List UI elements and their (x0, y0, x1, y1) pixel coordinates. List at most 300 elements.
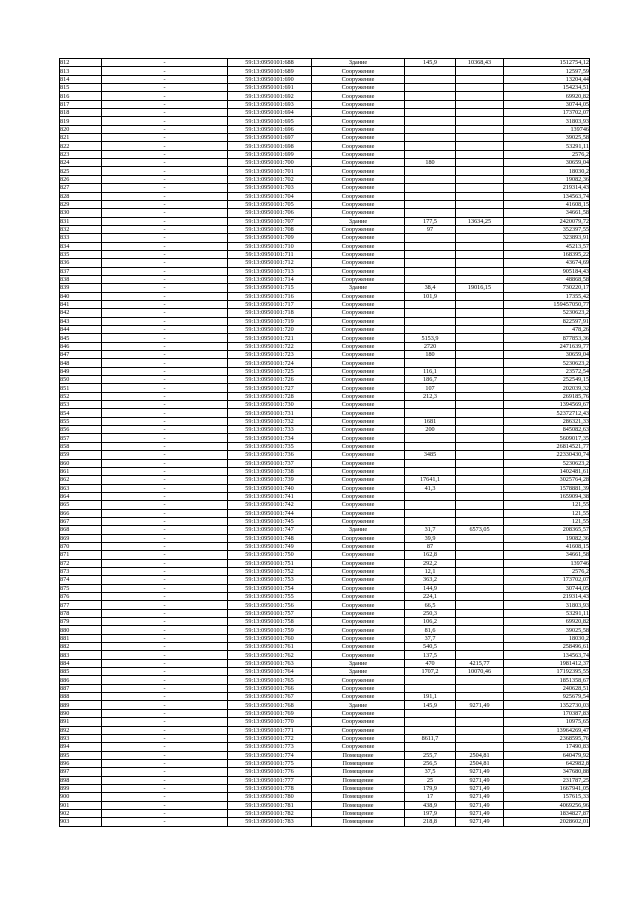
unit-value-cell (456, 167, 504, 175)
cadastral-value-cell: 1352730,03 (504, 701, 590, 709)
placeholder-dash-cell: - (102, 801, 228, 809)
placeholder-dash-cell: - (102, 593, 228, 601)
placeholder-dash-cell: - (102, 467, 228, 475)
placeholder-dash-cell: - (102, 668, 228, 676)
cadastral-value-cell: 219314,43 (504, 593, 590, 601)
unit-value-cell (456, 484, 504, 492)
unit-value-cell (456, 192, 504, 200)
cadastral-value-cell: 1659094,38 (504, 492, 590, 500)
placeholder-dash-cell: - (102, 659, 228, 667)
area-cell (405, 300, 456, 308)
cadastral-value-cell: 5609017,35 (504, 434, 590, 442)
area-cell: 186,7 (405, 376, 456, 384)
area-cell: 177,5 (405, 217, 456, 225)
object-type-cell: Сооружение (312, 334, 405, 342)
placeholder-dash-cell: - (102, 726, 228, 734)
cadastral-number-cell: 59:13:0950101:747 (228, 526, 312, 534)
unit-value-cell (456, 84, 504, 92)
area-cell (405, 718, 456, 726)
object-type-cell: Здание (312, 217, 405, 225)
unit-value-cell (456, 718, 504, 726)
area-cell: 39,9 (405, 534, 456, 542)
object-type-cell: Сооружение (312, 225, 405, 233)
cadastral-value-cell: 13964269,47 (504, 726, 590, 734)
object-type-cell: Помещение (312, 759, 405, 767)
area-cell: 81,6 (405, 626, 456, 634)
cadastral-value-cell: 53291,11 (504, 142, 590, 150)
object-type-cell: Сооружение (312, 259, 405, 267)
cadastral-number-cell: 59:13:0950101:695 (228, 117, 312, 125)
object-type-cell: Сооружение (312, 309, 405, 317)
cadastral-number-cell: 59:13:0950101:707 (228, 217, 312, 225)
cadastral-number-cell: 59:13:0950101:717 (228, 300, 312, 308)
table-row (60, 726, 590, 734)
cadastral-number-cell: 59:13:0950101:715 (228, 284, 312, 292)
area-cell (405, 125, 456, 133)
cadastral-number-cell: 59:13:0950101:780 (228, 793, 312, 801)
area-cell (405, 67, 456, 75)
placeholder-dash-cell: - (102, 701, 228, 709)
object-type-cell: Сооружение (312, 601, 405, 609)
row-number-cell: 819 (60, 117, 102, 125)
cadastral-value-cell: 26814521,77 (504, 442, 590, 450)
table-row (60, 651, 590, 659)
table-row (60, 300, 590, 308)
row-number-cell: 846 (60, 342, 102, 350)
object-type-cell: Сооружение (312, 242, 405, 250)
cadastral-number-cell: 59:13:0950101:781 (228, 801, 312, 809)
unit-value-cell: 9271,49 (456, 784, 504, 792)
object-type-cell: Сооружение (312, 459, 405, 467)
object-type-cell: Сооружение (312, 75, 405, 83)
unit-value-cell (456, 676, 504, 684)
cadastral-number-cell: 59:13:0950101:783 (228, 818, 312, 826)
unit-value-cell (456, 559, 504, 567)
unit-value-cell (456, 259, 504, 267)
cadastral-value-cell: 13204,44 (504, 75, 590, 83)
cadastral-number-cell: 59:13:0950101:730 (228, 401, 312, 409)
cadastral-number-cell: 59:13:0950101:770 (228, 718, 312, 726)
table-row (60, 668, 590, 676)
row-number-cell: 899 (60, 784, 102, 792)
object-type-cell: Сооружение (312, 267, 405, 275)
object-type-cell: Сооружение (312, 434, 405, 442)
cadastral-value-cell: 5230623,2 (504, 309, 590, 317)
object-type-cell: Сооружение (312, 275, 405, 283)
area-cell (405, 467, 456, 475)
cadastral-value-cell: 45213,57 (504, 242, 590, 250)
table-row (60, 100, 590, 108)
cadastral-number-cell: 59:13:0950101:749 (228, 542, 312, 550)
area-cell (405, 409, 456, 417)
table-row (60, 275, 590, 283)
area-cell (405, 684, 456, 692)
cadastral-value-cell: 159457050,77 (504, 300, 590, 308)
placeholder-dash-cell: - (102, 351, 228, 359)
unit-value-cell (456, 693, 504, 701)
unit-value-cell (456, 567, 504, 575)
unit-value-cell (456, 175, 504, 183)
cadastral-value-cell: 1981412,37 (504, 659, 590, 667)
area-cell: 145,9 (405, 59, 456, 67)
row-number-cell: 870 (60, 542, 102, 550)
cadastral-number-cell: 59:13:0950101:720 (228, 326, 312, 334)
table-row (60, 225, 590, 233)
row-number-cell: 889 (60, 701, 102, 709)
object-type-cell: Сооружение (312, 109, 405, 117)
cadastral-value-cell: 34661,58 (504, 551, 590, 559)
placeholder-dash-cell: - (102, 734, 228, 742)
table-row (60, 184, 590, 192)
object-type-cell: Сооружение (312, 142, 405, 150)
unit-value-cell (456, 501, 504, 509)
unit-value-cell (456, 342, 504, 350)
row-number-cell: 817 (60, 100, 102, 108)
object-type-cell: Сооружение (312, 467, 405, 475)
area-cell: 137,5 (405, 651, 456, 659)
cadastral-value-cell: 1851358,67 (504, 676, 590, 684)
row-number-cell: 823 (60, 150, 102, 158)
unit-value-cell (456, 117, 504, 125)
cadastral-value-cell: 17490,83 (504, 743, 590, 751)
cadastral-number-cell: 59:13:0950101:753 (228, 576, 312, 584)
placeholder-dash-cell: - (102, 384, 228, 392)
cadastral-number-cell: 59:13:0950101:744 (228, 509, 312, 517)
cadastral-number-cell: 59:13:0950101:745 (228, 517, 312, 525)
unit-value-cell (456, 275, 504, 283)
row-number-cell: 816 (60, 92, 102, 100)
cadastral-value-cell: 231787,25 (504, 776, 590, 784)
unit-value-cell (456, 392, 504, 400)
area-cell: 38,4 (405, 284, 456, 292)
placeholder-dash-cell: - (102, 376, 228, 384)
cadastral-number-cell: 59:13:0950101:697 (228, 134, 312, 142)
placeholder-dash-cell: - (102, 684, 228, 692)
placeholder-dash-cell: - (102, 392, 228, 400)
object-type-cell: Сооружение (312, 509, 405, 517)
cadastral-number-cell: 59:13:0950101:762 (228, 651, 312, 659)
unit-value-cell (456, 384, 504, 392)
object-type-cell: Сооружение (312, 651, 405, 659)
placeholder-dash-cell: - (102, 718, 228, 726)
row-number-cell: 828 (60, 192, 102, 200)
row-number-cell: 829 (60, 200, 102, 208)
cadastral-number-cell: 59:13:0950101:709 (228, 234, 312, 242)
row-number-cell: 892 (60, 726, 102, 734)
table-row (60, 417, 590, 425)
placeholder-dash-cell: - (102, 284, 228, 292)
cadastral-value-cell: 2576,2 (504, 150, 590, 158)
placeholder-dash-cell: - (102, 751, 228, 759)
table-row (60, 200, 590, 208)
table-row (60, 59, 590, 67)
object-type-cell: Сооружение (312, 534, 405, 542)
unit-value-cell (456, 492, 504, 500)
cadastral-value-cell: 139746 (504, 559, 590, 567)
table-row (60, 476, 590, 484)
object-type-cell: Здание (312, 59, 405, 67)
row-number-cell: 891 (60, 718, 102, 726)
row-number-cell: 838 (60, 275, 102, 283)
row-number-cell: 854 (60, 409, 102, 417)
placeholder-dash-cell: - (102, 451, 228, 459)
area-cell: 144,9 (405, 584, 456, 592)
placeholder-dash-cell: - (102, 492, 228, 500)
area-cell: 25 (405, 776, 456, 784)
area-cell: 255,7 (405, 751, 456, 759)
placeholder-dash-cell: - (102, 643, 228, 651)
object-type-cell: Сооружение (312, 609, 405, 617)
placeholder-dash-cell: - (102, 242, 228, 250)
cadastral-number-cell: 59:13:0950101:757 (228, 609, 312, 617)
placeholder-dash-cell: - (102, 768, 228, 776)
cadastral-value-cell: 5230623,2 (504, 359, 590, 367)
cadastral-value-cell: 157615,33 (504, 793, 590, 801)
table-row (60, 784, 590, 792)
object-type-cell: Сооружение (312, 384, 405, 392)
placeholder-dash-cell: - (102, 534, 228, 542)
area-cell (405, 492, 456, 500)
cadastral-number-cell: 59:13:0950101:750 (228, 551, 312, 559)
object-type-cell: Сооружение (312, 726, 405, 734)
unit-value-cell (456, 367, 504, 375)
object-type-cell: Сооружение (312, 117, 405, 125)
table-row (60, 426, 590, 434)
cadastral-value-cell: 30659,04 (504, 159, 590, 167)
area-cell: 292,2 (405, 559, 456, 567)
object-type-cell: Сооружение (312, 84, 405, 92)
cadastral-value-cell: 4069256,96 (504, 801, 590, 809)
object-type-cell: Сооружение (312, 501, 405, 509)
table-row (60, 768, 590, 776)
table-row (60, 709, 590, 717)
table-row (60, 217, 590, 225)
table-row (60, 92, 590, 100)
unit-value-cell: 9271,49 (456, 768, 504, 776)
area-cell: 540,5 (405, 643, 456, 651)
placeholder-dash-cell: - (102, 326, 228, 334)
cadastral-value-cell: 30659,04 (504, 351, 590, 359)
area-cell (405, 100, 456, 108)
cadastral-value-cell: 877853,36 (504, 334, 590, 342)
unit-value-cell: 9271,49 (456, 701, 504, 709)
object-type-cell: Сооружение (312, 618, 405, 626)
unit-value-cell: 13634,25 (456, 217, 504, 225)
table-row (60, 684, 590, 692)
area-cell: 12,1 (405, 567, 456, 575)
cadastral-value-cell: 323893,91 (504, 234, 590, 242)
cadastral-number-cell: 59:13:0950101:756 (228, 601, 312, 609)
object-type-cell: Сооружение (312, 484, 405, 492)
cadastral-value-cell: 3025764,28 (504, 476, 590, 484)
object-type-cell: Сооружение (312, 234, 405, 242)
cadastral-value-cell: 18030,2 (504, 634, 590, 642)
area-cell (405, 743, 456, 751)
unit-value-cell (456, 709, 504, 717)
unit-value-cell (456, 734, 504, 742)
row-number-cell: 815 (60, 84, 102, 92)
unit-value-cell: 9271,49 (456, 776, 504, 784)
table-row (60, 576, 590, 584)
placeholder-dash-cell: - (102, 175, 228, 183)
placeholder-dash-cell: - (102, 200, 228, 208)
cadastral-value-cell: 208365,57 (504, 526, 590, 534)
object-type-cell: Сооружение (312, 67, 405, 75)
cadastral-number-cell: 59:13:0950101:774 (228, 751, 312, 759)
object-type-cell: Сооружение (312, 426, 405, 434)
unit-value-cell (456, 242, 504, 250)
table-body (60, 59, 590, 827)
cadastral-value-cell: 1402481,61 (504, 467, 590, 475)
object-type-cell: Сооружение (312, 584, 405, 592)
table-row (60, 743, 590, 751)
table-row (60, 509, 590, 517)
row-number-cell: 884 (60, 659, 102, 667)
placeholder-dash-cell: - (102, 609, 228, 617)
unit-value-cell (456, 634, 504, 642)
cadastral-value-cell: 642982,8 (504, 759, 590, 767)
area-cell: 41,3 (405, 484, 456, 492)
cadastral-number-cell: 59:13:0950101:748 (228, 534, 312, 542)
unit-value-cell (456, 100, 504, 108)
cadastral-value-cell: 173702,07 (504, 576, 590, 584)
cadastral-value-cell: 173702,07 (504, 109, 590, 117)
placeholder-dash-cell: - (102, 584, 228, 592)
area-cell: 179,9 (405, 784, 456, 792)
cadastral-number-cell: 59:13:0950101:778 (228, 784, 312, 792)
cadastral-value-cell: 43674,69 (504, 259, 590, 267)
cadastral-value-cell: 18030,2 (504, 167, 590, 175)
area-cell (405, 150, 456, 158)
cadastral-value-cell: 258496,61 (504, 643, 590, 651)
cadastral-number-cell: 59:13:0950101:711 (228, 250, 312, 258)
area-cell: 250,3 (405, 609, 456, 617)
cadastral-number-cell: 59:13:0950101:765 (228, 676, 312, 684)
row-number-cell: 898 (60, 776, 102, 784)
unit-value-cell: 2504,81 (456, 759, 504, 767)
object-type-cell: Сооружение (312, 326, 405, 334)
cadastral-number-cell: 59:13:0950101:773 (228, 743, 312, 751)
row-number-cell: 881 (60, 634, 102, 642)
area-cell: 8611,7 (405, 734, 456, 742)
table-row (60, 376, 590, 384)
placeholder-dash-cell: - (102, 100, 228, 108)
row-number-cell: 895 (60, 751, 102, 759)
placeholder-dash-cell: - (102, 651, 228, 659)
unit-value-cell (456, 643, 504, 651)
area-cell (405, 326, 456, 334)
object-type-cell: Сооружение (312, 200, 405, 208)
unit-value-cell (456, 200, 504, 208)
cadastral-number-cell: 59:13:0950101:761 (228, 643, 312, 651)
area-cell (405, 309, 456, 317)
row-number-cell: 825 (60, 167, 102, 175)
cadastral-number-cell: 59:13:0950101:714 (228, 275, 312, 283)
object-type-cell: Помещение (312, 784, 405, 792)
cadastral-number-cell: 59:13:0950101:724 (228, 359, 312, 367)
object-type-cell: Сооружение (312, 718, 405, 726)
placeholder-dash-cell: - (102, 225, 228, 233)
cadastral-value-cell: 730220,17 (504, 284, 590, 292)
cadastral-number-cell: 59:13:0950101:769 (228, 709, 312, 717)
placeholder-dash-cell: - (102, 300, 228, 308)
placeholder-dash-cell: - (102, 84, 228, 92)
unit-value-cell (456, 476, 504, 484)
area-cell (405, 184, 456, 192)
row-number-cell: 827 (60, 184, 102, 192)
row-number-cell: 818 (60, 109, 102, 117)
table-row (60, 117, 590, 125)
unit-value-cell: 2504,81 (456, 751, 504, 759)
area-cell (405, 192, 456, 200)
row-number-cell: 874 (60, 576, 102, 584)
placeholder-dash-cell: - (102, 267, 228, 275)
property-registry-table (59, 58, 590, 827)
area-cell: 106,2 (405, 618, 456, 626)
cadastral-number-cell: 59:13:0950101:764 (228, 668, 312, 676)
cadastral-number-cell: 59:13:0950101:722 (228, 342, 312, 350)
area-cell: 197,9 (405, 809, 456, 817)
placeholder-dash-cell: - (102, 484, 228, 492)
unit-value-cell (456, 551, 504, 559)
unit-value-cell: 9271,49 (456, 801, 504, 809)
unit-value-cell (456, 618, 504, 626)
placeholder-dash-cell: - (102, 576, 228, 584)
unit-value-cell (456, 684, 504, 692)
cadastral-value-cell: 22330430,74 (504, 451, 590, 459)
table-row (60, 409, 590, 417)
unit-value-cell (456, 334, 504, 342)
placeholder-dash-cell: - (102, 434, 228, 442)
area-cell (405, 250, 456, 258)
table-row (60, 484, 590, 492)
object-type-cell: Сооружение (312, 401, 405, 409)
row-number-cell: 833 (60, 234, 102, 242)
table-row (60, 367, 590, 375)
object-type-cell: Помещение (312, 776, 405, 784)
object-type-cell: Сооружение (312, 417, 405, 425)
cadastral-number-cell: 59:13:0950101:768 (228, 701, 312, 709)
unit-value-cell (456, 593, 504, 601)
object-type-cell: Сооружение (312, 676, 405, 684)
placeholder-dash-cell: - (102, 601, 228, 609)
unit-value-cell: 6573,05 (456, 526, 504, 534)
unit-value-cell (456, 517, 504, 525)
cadastral-value-cell: 17355,42 (504, 292, 590, 300)
unit-value-cell (456, 326, 504, 334)
row-number-cell: 877 (60, 601, 102, 609)
table-row (60, 192, 590, 200)
row-number-cell: 855 (60, 417, 102, 425)
object-type-cell: Сооружение (312, 492, 405, 500)
row-number-cell: 875 (60, 584, 102, 592)
cadastral-value-cell: 134563,74 (504, 192, 590, 200)
area-cell (405, 267, 456, 275)
row-number-cell: 882 (60, 643, 102, 651)
object-type-cell: Сооружение (312, 184, 405, 192)
cadastral-value-cell: 19082,36 (504, 175, 590, 183)
object-type-cell: Сооружение (312, 159, 405, 167)
table-row (60, 167, 590, 175)
unit-value-cell (456, 267, 504, 275)
area-cell: 200 (405, 426, 456, 434)
table-row (60, 342, 590, 350)
cadastral-number-cell: 59:13:0950101:713 (228, 267, 312, 275)
unit-value-cell (456, 134, 504, 142)
cadastral-value-cell: 53291,11 (504, 609, 590, 617)
table-row (60, 551, 590, 559)
area-cell (405, 259, 456, 267)
